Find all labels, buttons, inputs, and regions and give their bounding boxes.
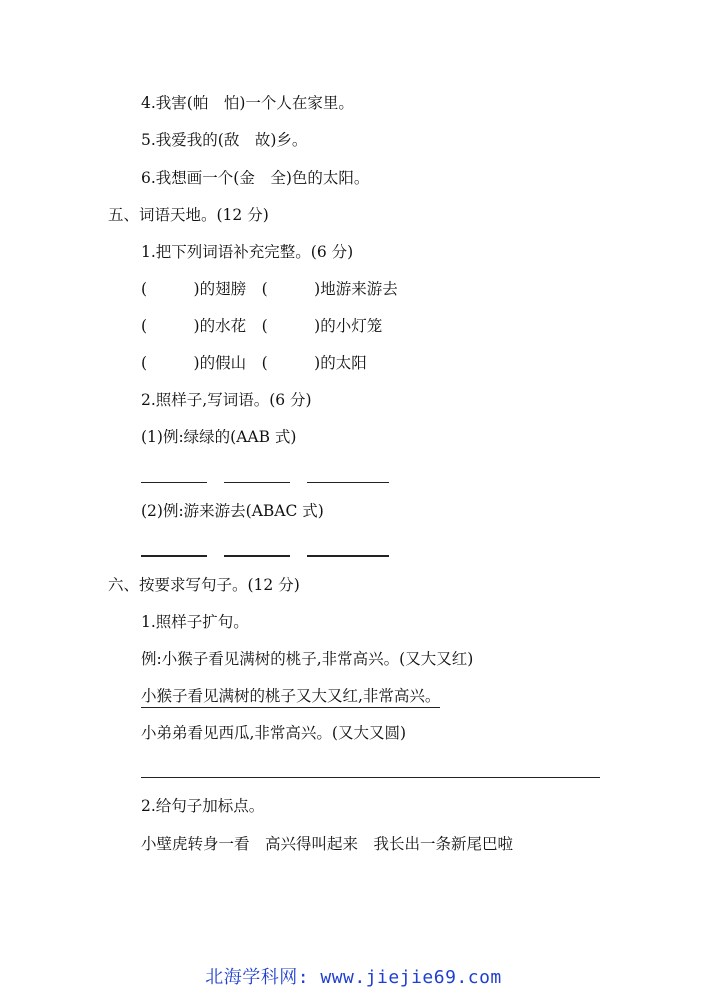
section-6-part1-title: 1.照样子扩句。 bbox=[141, 613, 249, 631]
question-5-line: 5.我爱我的(敌 故)乡。 bbox=[141, 131, 308, 149]
section-5-part1-title: 1.把下列词语补充完整。(6 分) bbox=[141, 243, 354, 261]
footer-watermark: 北海学科网: www.jiejie69.com bbox=[205, 967, 502, 988]
question-6-line: 6.我想画一个(金 全)色的太阳。 bbox=[141, 169, 370, 187]
expand-answer-line[interactable] bbox=[141, 777, 600, 778]
answer-blank-3[interactable] bbox=[307, 482, 389, 483]
fill-row-3: ( )的假山 ( )的太阳 bbox=[141, 354, 367, 372]
expand-sentence-prompt: 小弟弟看见西瓜,非常高兴。(又大又圆) bbox=[141, 724, 407, 742]
section-5-heading: 五、词语天地。(12 分) bbox=[108, 206, 269, 224]
section-6-heading: 六、按要求写句子。(12 分) bbox=[108, 576, 300, 594]
punctuation-sentence: 小壁虎转身一看 高兴得叫起来 我长出一条新尾巴啦 bbox=[141, 835, 514, 853]
answer-blank-1[interactable] bbox=[141, 482, 207, 483]
answer-blank-6[interactable] bbox=[307, 555, 389, 557]
answer-blank-5[interactable] bbox=[224, 555, 290, 557]
example-answer: 小猴子看见满树的桃子又大又红,非常高兴。 bbox=[141, 687, 440, 708]
section-5-part2-title: 2.照样子,写词语。(6 分) bbox=[141, 391, 312, 409]
answer-blank-4[interactable] bbox=[141, 555, 207, 557]
expand-sentence-example: 例:小猴子看见满树的桃子,非常高兴。(又大又红) bbox=[141, 650, 474, 668]
example-abac: (2)例:游来游去(ABAC 式) bbox=[141, 502, 324, 520]
answer-blank-2[interactable] bbox=[224, 482, 290, 483]
example-aab: (1)例:绿绿的(AAB 式) bbox=[141, 428, 297, 446]
question-4-line: 4.我害(帕 怕)一个人在家里。 bbox=[141, 94, 354, 112]
fill-row-2: ( )的水花 ( )的小灯笼 bbox=[141, 317, 383, 335]
fill-row-1: ( )的翅膀 ( )地游来游去 bbox=[141, 280, 398, 298]
example-answer-wrap bbox=[141, 686, 440, 706]
section-6-part2-title: 2.给句子加标点。 bbox=[141, 797, 265, 815]
